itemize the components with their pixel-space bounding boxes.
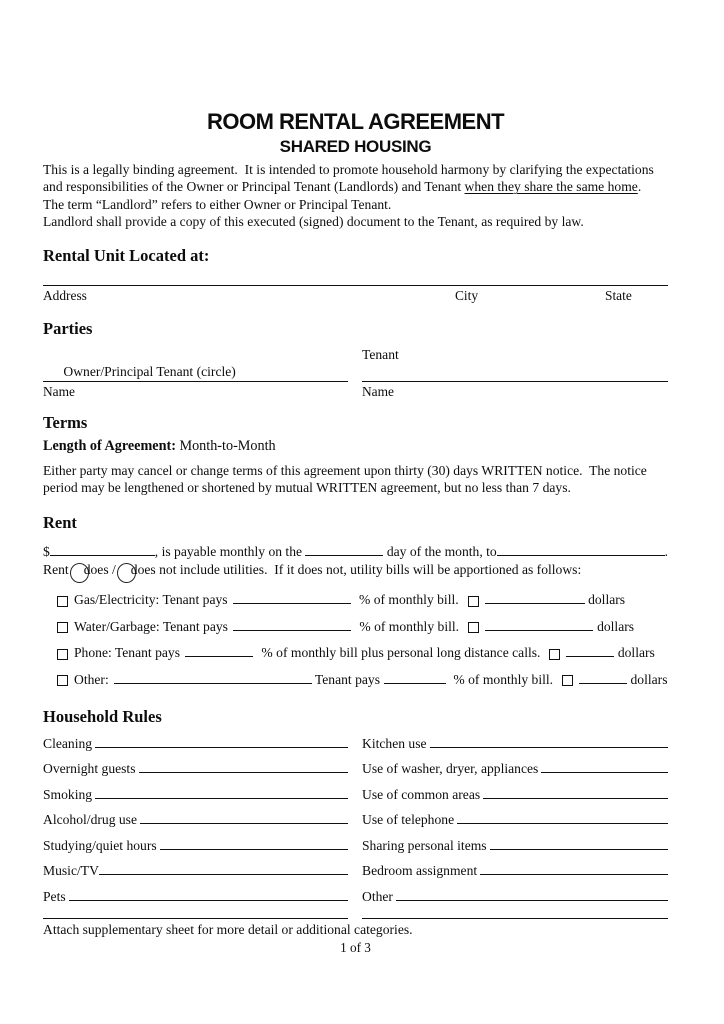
section-heading-household-rules: Household Rules: [43, 706, 162, 726]
rent-amount-row: [43, 543, 668, 561]
phone-label: Phone: Tenant pays: [74, 645, 181, 661]
phone-dollars-label: dollars: [614, 645, 655, 661]
rule-overnight-guests-label: Overnight guests: [43, 761, 136, 777]
rule-music-tv-blank[interactable]: [99, 863, 348, 875]
utility-row-phone: [43, 644, 668, 662]
rules-row-2: [43, 760, 668, 778]
rule-smoking-blank[interactable]: [95, 787, 348, 799]
rule-other-label: Other: [362, 888, 393, 904]
address-label: Address: [43, 287, 87, 303]
does-not-label: does not include utilities. If it does not, utility bills will be apportioned as follows:: [130, 561, 582, 577]
water-label: Water/Garbage: Tenant pays: [74, 618, 228, 634]
owner-name-label: Name: [43, 383, 75, 399]
phone-suffix: % of monthly bill plus personal long distance calls.: [258, 645, 541, 661]
name-labels-row: [43, 384, 668, 401]
rule-cleaning-label: Cleaning: [43, 735, 93, 751]
page-number: 1 of 3: [340, 939, 371, 955]
rent-amount-blank[interactable]: [50, 544, 155, 556]
parties-labels-row: [43, 346, 668, 380]
address-line[interactable]: [43, 285, 668, 286]
rule-kitchen-use-blank[interactable]: [430, 736, 668, 748]
section-heading-rent: Rent: [43, 512, 77, 532]
water-dollars-blank[interactable]: [485, 619, 593, 631]
rule-alcohol-drug-blank[interactable]: [140, 812, 348, 824]
water-dollars-checkbox[interactable]: [468, 622, 479, 633]
other-label: Other:: [74, 671, 109, 687]
name-lines-row: [43, 381, 668, 382]
supplementary-note: Attach supplementary sheet for more detail or additional categories.: [43, 921, 413, 937]
other-dollars-blank[interactable]: [579, 672, 627, 684]
rules-row-4: [43, 811, 668, 829]
rule-telephone-blank[interactable]: [457, 812, 668, 824]
extra-left-line[interactable]: [43, 918, 348, 919]
gas-percent-blank[interactable]: [233, 592, 351, 604]
length-of-agreement-value: Month-to-Month: [175, 437, 276, 454]
rules-row-3: [43, 786, 668, 804]
rule-cleaning-blank[interactable]: [95, 736, 348, 748]
extra-right-line[interactable]: [362, 918, 668, 919]
intro-paragraph: [43, 161, 668, 213]
rule-bedroom-assignment-label: Bedroom assignment: [362, 863, 478, 879]
rule-sharing-items-blank[interactable]: [490, 838, 668, 850]
water-suffix: % of monthly bill.: [355, 618, 460, 634]
state-label: State: [605, 287, 632, 303]
length-of-agreement-row: [43, 438, 668, 455]
rules-row-1: [43, 735, 668, 753]
rules-row-5: [43, 837, 668, 855]
gas-label: Gas/Electricity: Tenant pays: [74, 592, 228, 608]
other-suffix: % of monthly bill.: [450, 671, 554, 687]
phone-checkbox[interactable]: [57, 649, 68, 660]
owner-name-line[interactable]: [43, 381, 348, 382]
household-rules-grid: [43, 735, 668, 919]
rent-day-blank[interactable]: [305, 544, 383, 556]
phone-dollars-checkbox[interactable]: [549, 649, 560, 660]
phone-percent-blank[interactable]: [185, 645, 253, 657]
rule-quiet-hours-label: Studying/quiet hours: [43, 837, 157, 853]
other-dollars-checkbox[interactable]: [562, 675, 573, 686]
other-percent-blank[interactable]: [384, 672, 446, 684]
utility-row-gas: [43, 591, 668, 609]
rule-bedroom-assignment-blank[interactable]: [480, 863, 668, 875]
gas-dollars-checkbox[interactable]: [468, 596, 479, 607]
city-label: City: [455, 287, 479, 303]
page-title: ROOM RENTAL AGREEMENT: [206, 109, 505, 134]
rent-payable-text: , is payable monthly on the: [154, 543, 306, 559]
phone-dollars-blank[interactable]: [566, 645, 614, 657]
rent-word: Rent: [43, 561, 69, 577]
intro-text-after: . The term “Landlord” refers to either Owner or Principal Tenant.: [43, 179, 648, 212]
rule-telephone-label: Use of telephone: [362, 812, 455, 828]
other-description-blank[interactable]: [114, 672, 312, 684]
rule-washer-dryer-label: Use of washer, dryer, appliances: [362, 761, 539, 777]
other-dollars-label: dollars: [627, 671, 668, 687]
terms-body: Either party may cancel or change terms of this agreement upon thirty (30) days WRITTEN notice. The notice period may be lengthened or shortened by mutual WRITTEN agreement, but no less than 7 days.: [43, 463, 651, 496]
gas-dollars-label: dollars: [584, 592, 626, 608]
rule-alcohol-drug-label: Alcohol/drug use: [43, 812, 138, 828]
dollar-sign: $: [43, 543, 50, 559]
rule-smoking-label: Smoking: [43, 786, 93, 802]
gas-checkbox[interactable]: [57, 596, 68, 607]
intro-text-before: This is a legally binding agreement. It is intended to promote household harmony by clarifying the expectations and responsibilities of the Owner or Principal Tenant (Landlords) and Tenant: [43, 162, 658, 195]
tenant-name-label: Name: [362, 383, 394, 399]
section-heading-rental-unit: Rental Unit Located at:: [43, 245, 210, 265]
does-label: does: [83, 561, 109, 577]
rules-row-6: [43, 862, 668, 880]
water-dollars-label: dollars: [597, 618, 635, 634]
rule-washer-dryer-blank[interactable]: [541, 761, 668, 773]
rule-overnight-guests-blank[interactable]: [139, 761, 348, 773]
slash-separator: /: [108, 561, 116, 577]
page-subtitle: SHARED HOUSING: [279, 137, 432, 156]
other-checkbox[interactable]: [57, 675, 68, 686]
intro-paragraph-2: Landlord shall provide a copy of this executed (signed) document to the Tenant, as required by law.: [43, 214, 584, 230]
rules-extra-blank-row: [43, 918, 668, 919]
rent-payee-blank[interactable]: [497, 544, 665, 556]
gas-suffix: % of monthly bill.: [355, 592, 459, 608]
rent-day-text: day of the month, to: [383, 543, 497, 559]
gas-dollars-blank[interactable]: [485, 592, 585, 604]
water-checkbox[interactable]: [57, 622, 68, 633]
rule-quiet-hours-blank[interactable]: [160, 838, 348, 850]
rent-line-end: .: [664, 543, 668, 559]
utility-row-other: [43, 671, 668, 689]
section-heading-parties: Parties: [43, 318, 93, 338]
section-heading-terms: Terms: [43, 412, 88, 432]
rule-common-areas-blank[interactable]: [483, 787, 668, 799]
intro-underlined-phrase: when they share the same home: [464, 179, 638, 195]
rule-other-blank[interactable]: [396, 889, 668, 901]
other-mid-text: Tenant pays: [311, 671, 380, 687]
rule-common-areas-label: Use of common areas: [362, 786, 481, 802]
rule-pets-label: Pets: [43, 888, 66, 904]
owner-principal-tenant-label[interactable]: Owner/Principal Tenant (circle): [63, 364, 236, 380]
rule-music-tv-label: Music/TV: [43, 863, 99, 879]
rule-sharing-items-label: Sharing personal items: [362, 837, 487, 853]
tenant-name-line[interactable]: [362, 381, 668, 382]
tenant-label: Tenant: [362, 346, 399, 362]
rule-pets-blank[interactable]: [69, 889, 348, 901]
rule-kitchen-use-label: Kitchen use: [362, 735, 427, 751]
water-percent-blank[interactable]: [233, 619, 351, 631]
rent-utilities-choice-row: [43, 561, 668, 583]
length-of-agreement-label: Length of Agreement:: [43, 437, 176, 454]
rules-row-7: [43, 888, 668, 906]
address-label-row: [43, 288, 668, 305]
utility-row-water: [43, 618, 668, 636]
